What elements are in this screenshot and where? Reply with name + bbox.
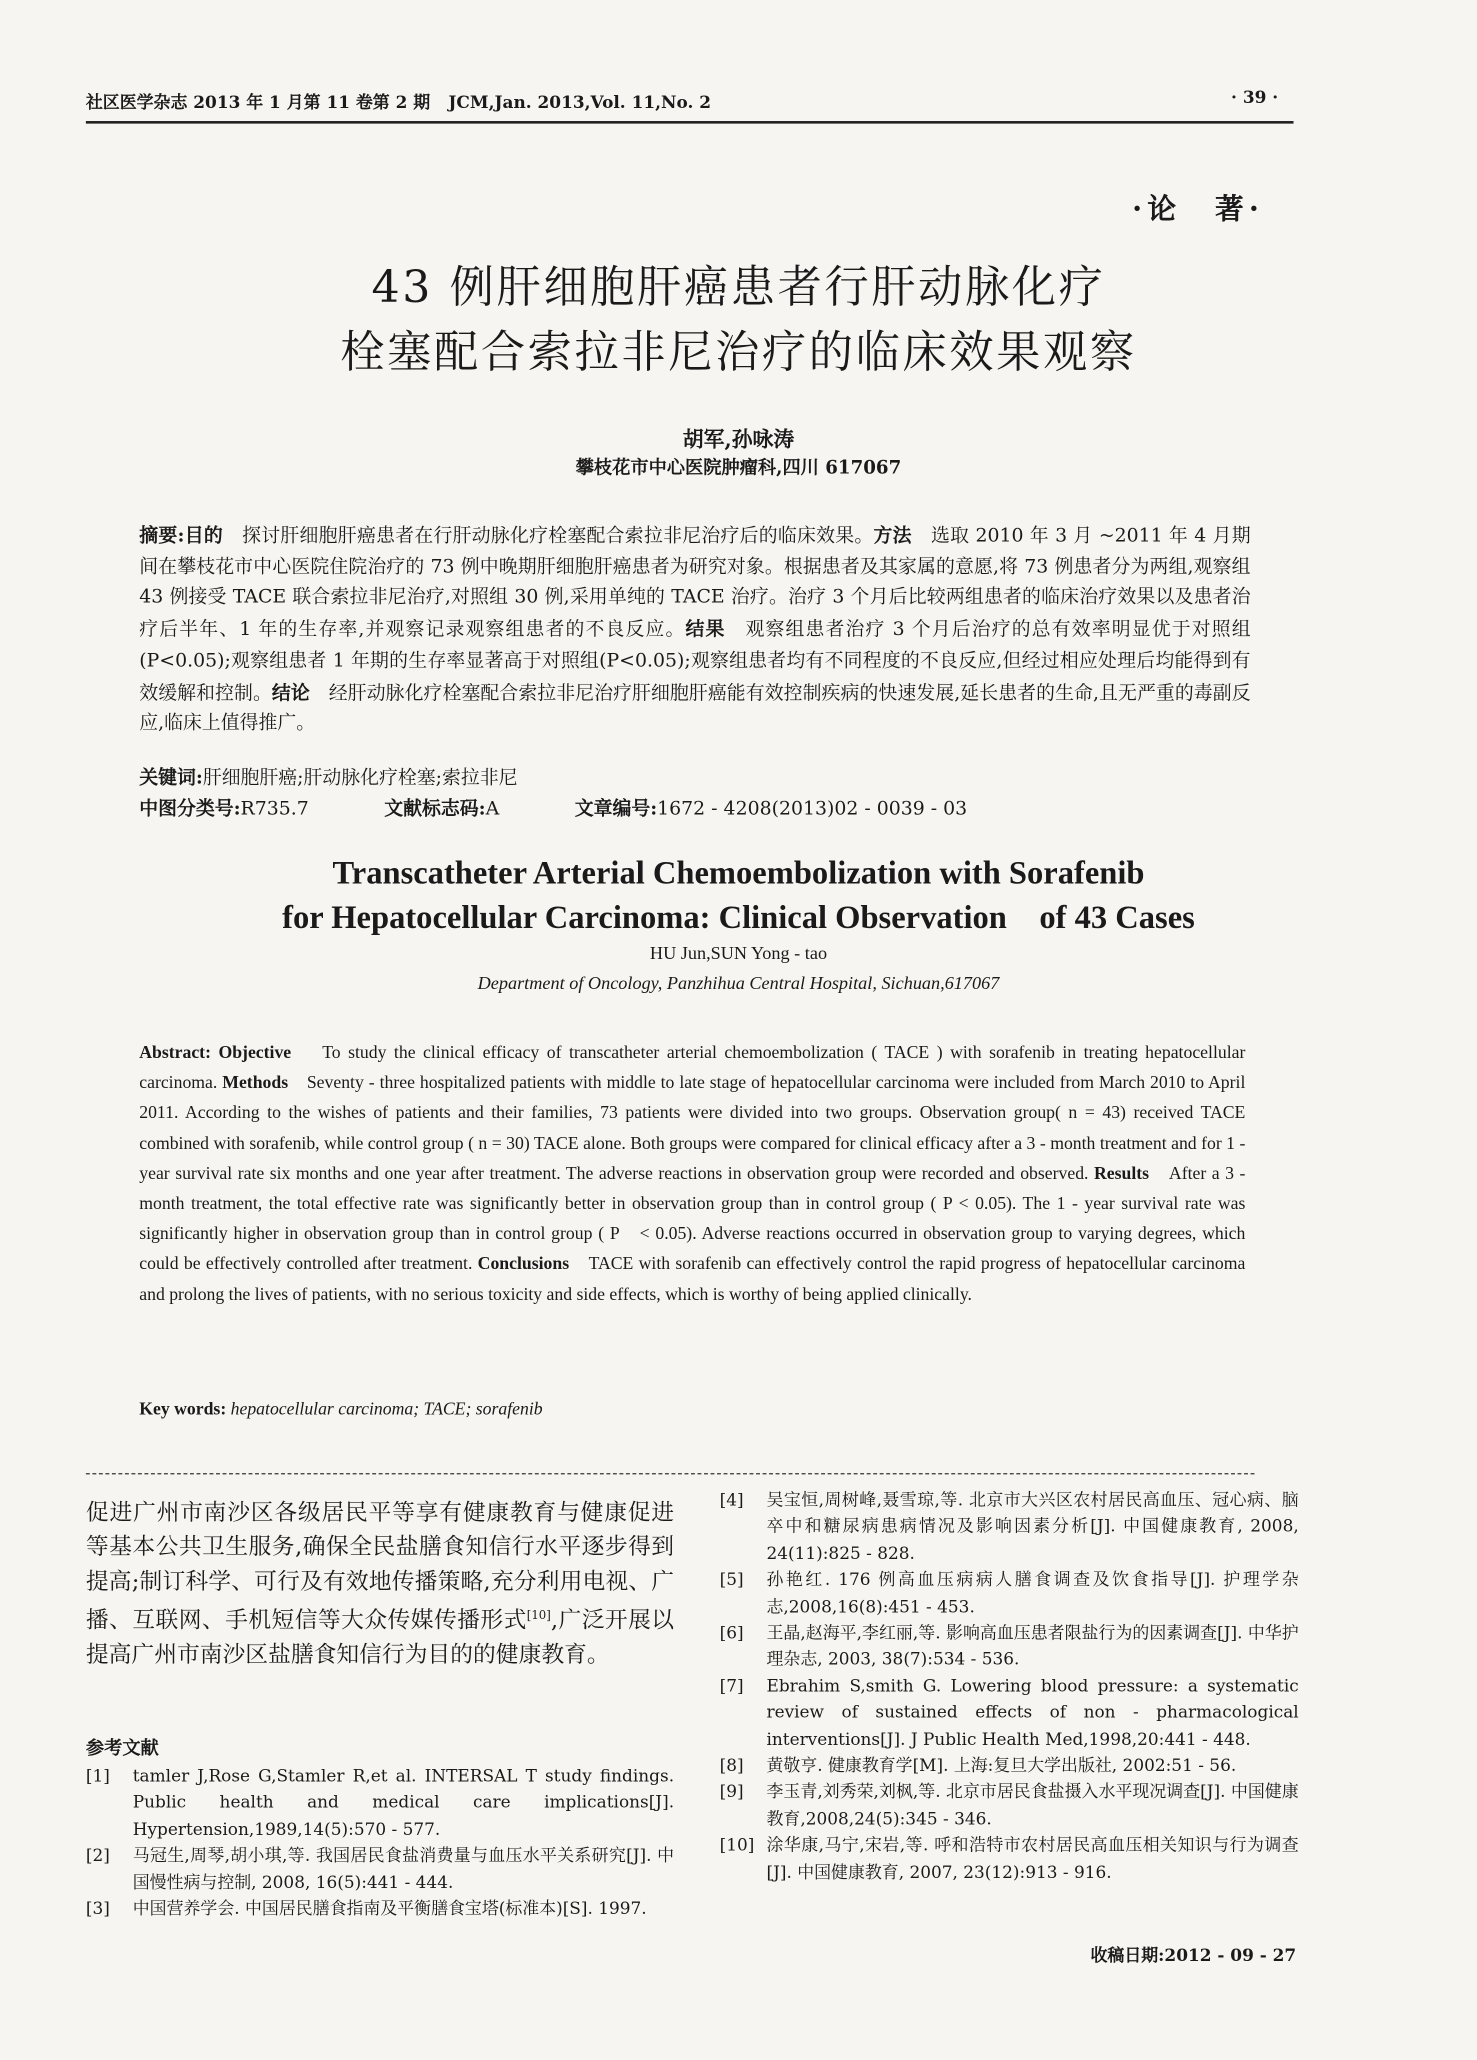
reference-item [720,1675,1299,1755]
abstract-en-objective-label: Objective [218,1042,292,1062]
reference-item [86,1897,674,1924]
reference-number: [10] [719,1836,755,1857]
abstract-cn-methods-label: 方法 [873,524,912,547]
header-rule [86,121,1294,124]
keywords-cn-text: 肝细胞肝癌;肝动脉化疗栓塞;索拉非尼 [202,767,518,789]
reference-text: 王晶,赵海平,李红丽,等. 影响高血压患者限盐行为的因素调查[J]. 中华护理杂志, 2003, 38(7):534 - 536. [766,1624,1299,1671]
reference-item [720,1834,1299,1887]
reference-number: [9] [719,1783,744,1803]
abstract-cn-label: 摘要:目的 [139,524,224,547]
abstract-cn-objective: 探讨肝细胞肝癌患者在行肝动脉化疗栓塞配合索拉非尼治疗后的临床效果。 [223,525,874,547]
abstract-en-results-label: Results [1094,1163,1150,1183]
journal-en: JCM,Jan. 2013,Vol. 11,No. 2 [448,93,712,114]
abstract-en-objective: To study the clinical efficacy of transcatheter arterial chemoembolization ( TACE ) with sorafenib in treating hepatocellular carcinoma. [139,1042,1246,1093]
authors-cn: 胡军,孙咏涛 [682,426,795,452]
reference-text: tamler J,Rose G,Stamler R,et al. INTERSAL T study findings. Public health and medical care implications[J]. Hypertension,1989,14(5):570 - 577. [132,1767,675,1840]
journal-cn: 社区医学杂志 2013 年 1 月第 11 卷第 2 期 [85,93,431,114]
reference-text: 李玉青,刘秀荣,刘枫,等. 北京市居民食盐摄入水平现况调查[J]. 中国健康教育,2008,24(5):345 - 346. [766,1783,1299,1830]
article-id-label: 文章编号: [574,797,658,820]
abstract-en-label: Abstract: [139,1042,219,1062]
title-en-line-2: for Hepatocellular Carcinoma: Clinical Observation of 43 Cases [282,900,1195,936]
abstract-cn [139,521,1250,741]
abstract-cn-conclusion-label: 结论 [271,681,310,704]
reference-item [86,1765,674,1845]
received-date: 收稿日期:2012 - 09 - 27 [1090,1946,1297,1967]
classification-line [139,794,967,821]
reference-item [720,1568,1299,1621]
keywords-cn-label: 关键词: [139,766,203,789]
references-heading: 参考文献 [85,1738,159,1760]
running-header [86,88,711,113]
affiliation-en: Department of Oncology, Panzhihua Central Hospital, Sichuan,617067 [477,974,1000,995]
authors-en: HU Jun,SUN Yong - tao [649,944,828,965]
reference-item [720,1754,1299,1781]
reference-number: [3] [85,1899,110,1920]
abstract-en-methods: Seventy - three hospitalized patients with middle to late stage of hepatocellular carcinoma were included from March 2010 to April 2011. According to the wishes of patients and their families, 73 patients were divided into two groups. Observation group( n = 43) received TACE combined with sorafenib, while control group ( n = 30) TACE alone. Both groups were compared for clinical efficacy after a 3 - month treatment and for 1 - year survival rate six months and one year after treatment. The adverse reactions in observation group were recorded and observed. [139,1072,1246,1183]
abstract-en-conclusion: TACE with sorafenib can effectively control the rapid progress of hepatocellular carcinoma and prolong the lives of patients, with no serious toxicity and side effects, which is worthy of being applied clinically. [139,1253,1246,1304]
article-id-value: 1672 - 4208(2013)02 - 0039 - 03 [657,799,968,820]
page-number: · 39 · [1231,88,1279,109]
affiliation-cn: 攀枝花市中心医院肿瘤科,四川 617067 [575,458,902,479]
reference-text: 马冠生,周琴,胡小琪,等. 我国居民食盐消费量与血压水平关系研究[J]. 中国慢性病与控制, 2008, 16(5):441 - 444. [132,1846,675,1893]
reference-number: [6] [719,1624,744,1644]
reference-text: 中国营养学会. 中国居民膳食指南及平衡膳食宝塔(标准本)[S]. 1997. [132,1899,647,1920]
abstract-cn-conclusion: 经肝动脉化疗栓塞配合索拉非尼治疗肝细胞肝癌能有效控制疾病的快速发展,延长患者的生命,且无严重的毒副反应,临床上值得推广。 [139,682,1251,735]
references-left-column [86,1765,674,1924]
keywords-en [139,1399,542,1420]
clc-label: 中图分类号: [139,797,241,820]
reference-number: [2] [85,1846,110,1867]
abstract-cn-methods: 选取 2010 年 3 月 ~2011 年 4 月期间在攀枝花市中心医院住院治疗的 73 例中晚期肝细胞肝癌患者为研究对象。根据患者及其家属的意愿,将 73 例患者分为两组,观察组 43 例接受 TACE 联合索拉非尼治疗,对照组 30 例,采用单纯的 TACE 治疗。治疗 3 个月后比较两组患者的临床治疗效果以及患者治疗后半年、1 年的生存率,并观察记录观察组患者的不良反应。 [139,525,1251,641]
reference-item [86,1844,674,1897]
body-text-left [86,1497,674,1673]
abstract-cn-results: 观察组患者治疗 3 个月后治疗的总有效率明显优于对照组(P<0.05);观察组患者 1 年期的生存率显著高于对照组(P<0.05);观察组患者均有不同程度的不良反应,但经过相应处理后均能得到有效缓解和控制。 [139,619,1251,704]
reference-number: [1] [85,1767,110,1787]
abstract-en [139,1037,1245,1309]
reference-number: [8] [719,1756,744,1777]
reference-number: [4] [719,1491,744,1511]
body-text-part-1: 促进广州市南沙区各级居民平等享有健康教育与健康促进等基本公共卫生服务,确保全民盐膳食知信行水平逐步得到提高;制订科学、可行及有效地传播策略,充分利用电视、广播、互联网、手机短信等大众传媒传播形式 [85,1500,675,1635]
clc-value: R735.7 [240,799,309,820]
column-label: ·论 著· [1132,192,1265,227]
title-cn-line-1: 43 例肝细胞肝癌患者行肝动脉化疗 [371,261,1106,314]
keywords-en-label: Key words: [139,1398,231,1419]
reference-item [720,1621,1299,1674]
abstract-cn-results-label: 结果 [685,618,726,641]
section-separator [86,1473,1255,1474]
keywords-en-text: hepatocellular carcinoma; TACE; sorafenib [230,1398,543,1419]
references-right-column [720,1489,1299,1887]
title-cn-line-2: 栓塞配合索拉非尼治疗的临床效果观察 [340,326,1137,379]
abstract-en-methods-label: Methods [222,1072,289,1093]
reference-item [720,1489,1299,1569]
reference-number: [5] [719,1570,744,1591]
reference-text: Ebrahim S,smith G. Lowering blood pressure: a systematic review of sustained effects of non - pharmacological interventions[J]. J Public Health Med,1998,20:441 - 448. [766,1677,1299,1750]
reference-text: 吴宝恒,周树峰,聂雪琼,等. 北京市大兴区农村居民高血压、冠心病、脑卒中和糖尿病患病情况及影响因素分析[J]. 中国健康教育, 2008, 24(11):825 - 828. [766,1491,1299,1564]
abstract-en-results: After a 3 - month treatment, the total effective rate was significantly better in observation group than in control group ( P < 0.05). The 1 - year survival rate was significantly higher in observation group than in control group ( P < 0.05). Adverse reactions occurred in observation group to varying degrees, which could be effectively controlled after treatment. [139,1163,1246,1274]
title-en-line-1: Transcatheter Arterial Chemoembolization with Sorafenib [332,856,1145,892]
reference-text: 孙艳红. 176 例高血压病病人膳食调查及饮食指导[J]. 护理学杂志,2008,16(8):451 - 453. [766,1570,1299,1618]
reference-text: 黄敬亨. 健康教育学[M]. 上海:复旦大学出版社, 2002:51 - 56. [766,1756,1237,1777]
abstract-en-conclusion-label: Conclusions [477,1253,570,1274]
citation-marker: [10] [526,1609,551,1623]
reference-text: 涂华康,马宁,宋岩,等. 呼和浩特市农村居民高血压相关知识与行为调查[J]. 中国健康教育, 2007, 23(12):913 - 916. [766,1836,1299,1883]
reference-number: [7] [719,1677,744,1697]
doc-code-value: A [485,799,500,820]
keywords-cn [139,763,517,790]
doc-code-label: 文献标志码: [384,797,486,820]
reference-item [720,1781,1299,1834]
body-text-part-2: ,广泛开展以提高广州市南沙区盐膳食知信行为目的的健康教育。 [85,1608,675,1669]
